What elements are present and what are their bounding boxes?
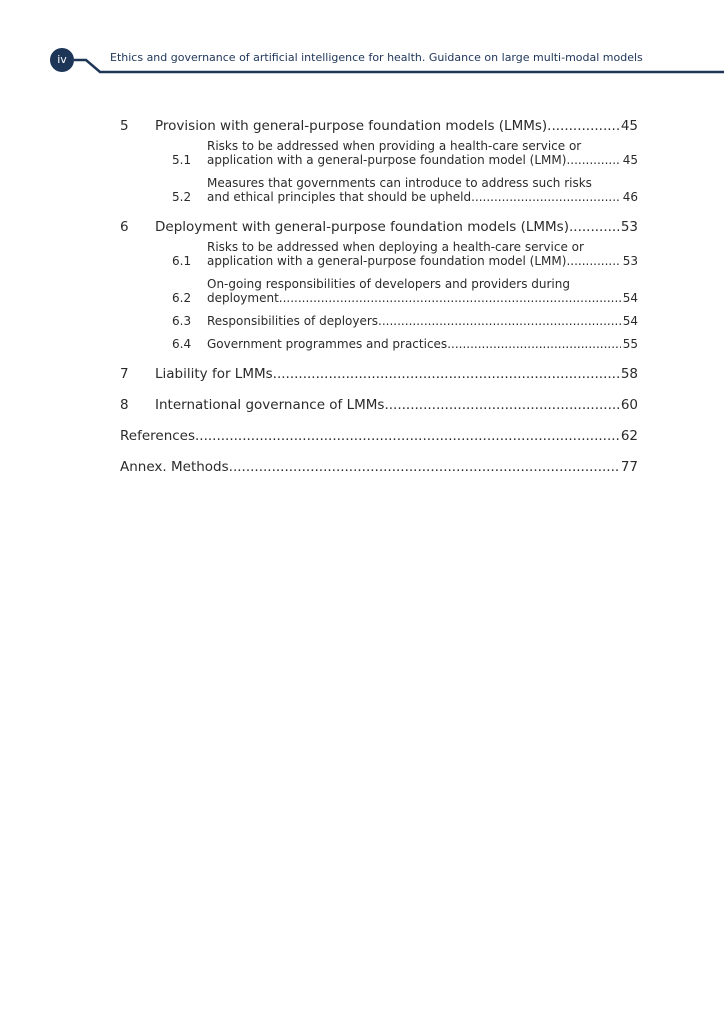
toc-entry-5[interactable] [120, 118, 638, 134]
toc-number: 5.1 [172, 153, 192, 167]
toc-page: 45 [620, 118, 638, 134]
toc-title: Deployment with general-purpose foundation models (LMMs) [155, 219, 569, 235]
toc-title-line1: On-going responsibilities of developers and providers during [207, 277, 570, 291]
toc-number: 7 [120, 366, 129, 382]
toc-number: 6.3 [172, 314, 192, 328]
toc-number: 6 [120, 219, 129, 235]
toc-number: 8 [120, 397, 129, 413]
toc-page: 62 [620, 428, 638, 444]
toc-entry-6-3[interactable] [120, 314, 638, 328]
toc-title-line2: deployment [207, 291, 279, 305]
toc-entry-8[interactable] [120, 397, 638, 413]
toc-page: 60 [620, 397, 638, 413]
toc-page: 54 [622, 291, 638, 305]
toc-number: 5.2 [172, 190, 192, 204]
toc-entry-5-2[interactable] [120, 176, 638, 204]
toc-number: 6.2 [172, 291, 192, 305]
toc-title-line1: Risks to be addressed when providing a health-care service or [207, 139, 582, 153]
page-number-badge: iv [50, 48, 74, 72]
toc-title-line1: Risks to be addressed when deploying a health-care service or [207, 240, 584, 254]
toc-page: 54 [622, 314, 638, 328]
toc-page: 58 [620, 366, 638, 382]
header-rule [0, 0, 724, 80]
toc-page: 53 [620, 219, 638, 235]
toc-title-line1: Measures that governments can introduce to address such risks [207, 176, 592, 190]
table-of-contents [120, 118, 638, 480]
toc-entry-6-4[interactable] [120, 337, 638, 351]
toc-entry-7[interactable] [120, 366, 638, 382]
toc-number: 6.1 [172, 254, 192, 268]
toc-entry-6-2[interactable] [120, 277, 638, 305]
toc-page: 77 [620, 459, 638, 475]
toc-page: 46 [622, 190, 638, 204]
toc-entry-6-1[interactable] [120, 240, 638, 268]
toc-title: Responsibilities of deployers [207, 314, 379, 328]
toc-title: International governance of LMMs [155, 397, 385, 413]
running-title: Ethics and governance of artificial intelligence for health. Guidance on large multi-modal models [110, 51, 643, 64]
toc-entry-references[interactable] [120, 428, 638, 444]
toc-title: Government programmes and practices [207, 337, 448, 351]
toc-title-line2: application with a general-purpose foundation model (LMM) [207, 153, 567, 167]
toc-page: 55 [622, 337, 638, 351]
toc-title-line2: and ethical principles that should be upheld [207, 190, 472, 204]
toc-entry-6[interactable] [120, 219, 638, 235]
toc-title-line2: application with a general-purpose foundation model (LMM) [207, 254, 567, 268]
toc-title: References [120, 428, 196, 444]
toc-entry-annex[interactable] [120, 459, 638, 475]
toc-page: 45 [622, 153, 638, 167]
toc-title: Annex. Methods [120, 459, 229, 475]
toc-title: Provision with general-purpose foundation models (LMMs) [155, 118, 548, 134]
toc-title: Liability for LMMs [155, 366, 273, 382]
toc-entry-5-1[interactable] [120, 139, 638, 167]
toc-page: 53 [622, 254, 638, 268]
toc-number: 5 [120, 118, 129, 134]
toc-number: 6.4 [172, 337, 192, 351]
